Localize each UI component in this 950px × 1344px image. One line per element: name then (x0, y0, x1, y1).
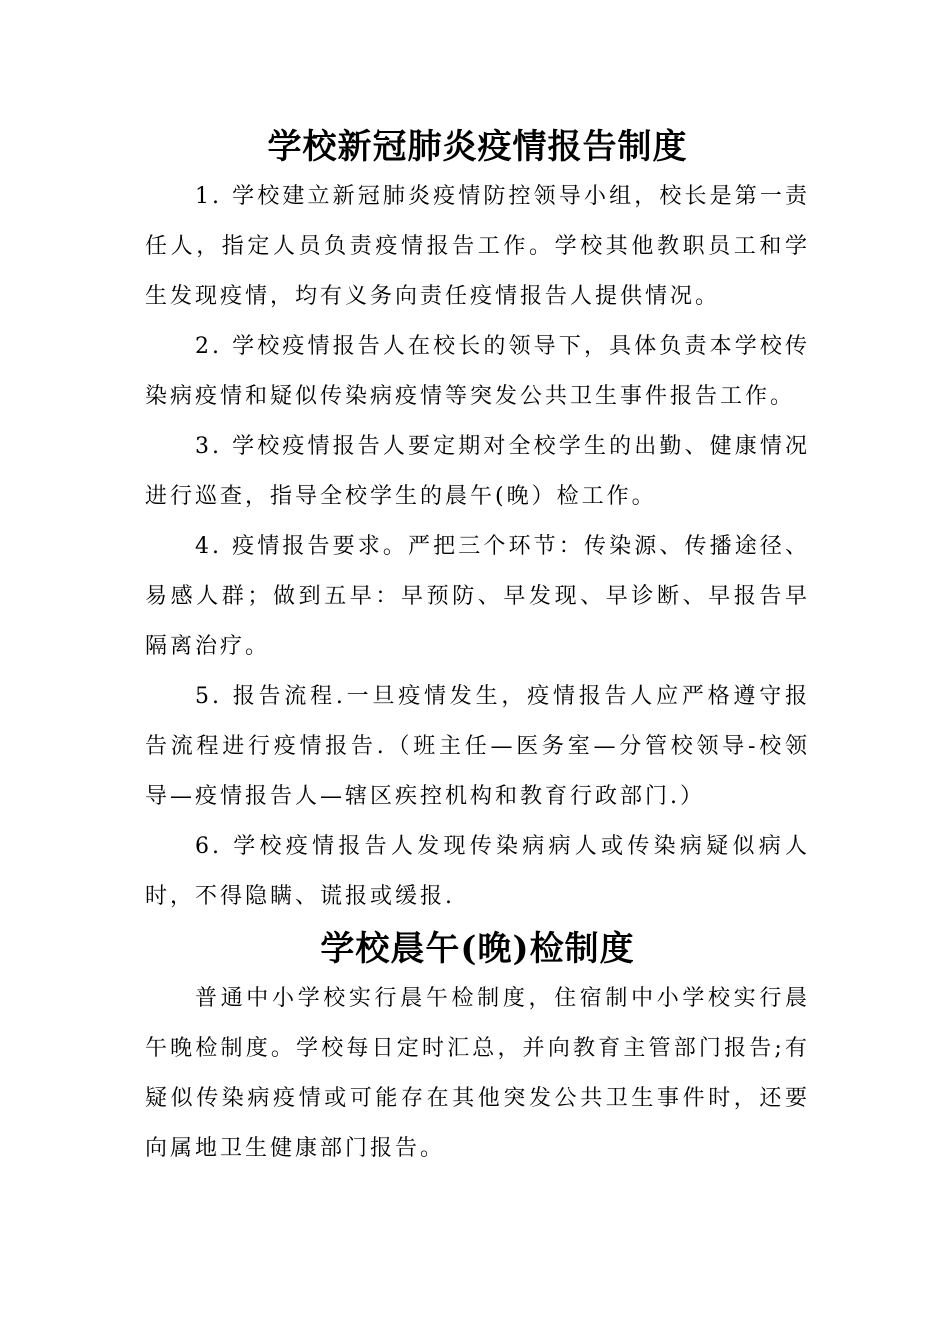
paragraph-3: 3. 学校疫情报告人要定期对全校学生的出勤、健康情况进行巡查，指导全校学生的晨午(晚）检工作。 (145, 434, 810, 509)
document-title-epidemic-report: 学校新冠肺炎疫情报告制度 (267, 127, 688, 167)
paragraph-4: 4. 疫情报告要求。严把三个环节：传染源、传播途径、易感人群；做到五早：早预防、早发现、早诊断、早报告早隔离治疗。 (145, 534, 810, 659)
paragraph-1: 1. 学校建立新冠肺炎疫情防控领导小组，校长是第一责任人，指定人员负责疫情报告工作。学校其他教职员工和学生发现疫情，均有义务向责任疫情报告人提供情况。 (145, 184, 810, 309)
document-page (145, 122, 810, 1174)
paragraph-6: 6. 学校疫情报告人发现传染病病人或传染病疑似病人时，不得隐瞒、谎报或缓报. (145, 834, 810, 909)
document-title-morning-check: 学校晨午(晚)检制度 (320, 929, 635, 969)
paragraph-5: 5. 报告流程.一旦疫情发生，疫情报告人应严格遵守报告流程进行疫情报告.（班主任—医务室—分管校领导-校领导—疫情报告人—辖区疾控机构和教育行政部门.） (145, 684, 810, 809)
paragraph-2: 2. 学校疫情报告人在校长的领导下，具体负责本学校传染病疫情和疑似传染病疫情等突发公共卫生事件报告工作。 (145, 334, 810, 409)
paragraph-morning-check: 普通中小学校实行晨午检制度，住宿制中小学校实行晨午晚检制度。学校每日定时汇总，并向教育主管部门报告;有疑似传染病疫情或可能存在其他突发公共卫生事件时，还要向属地卫生健康部门报告。 (145, 986, 810, 1161)
